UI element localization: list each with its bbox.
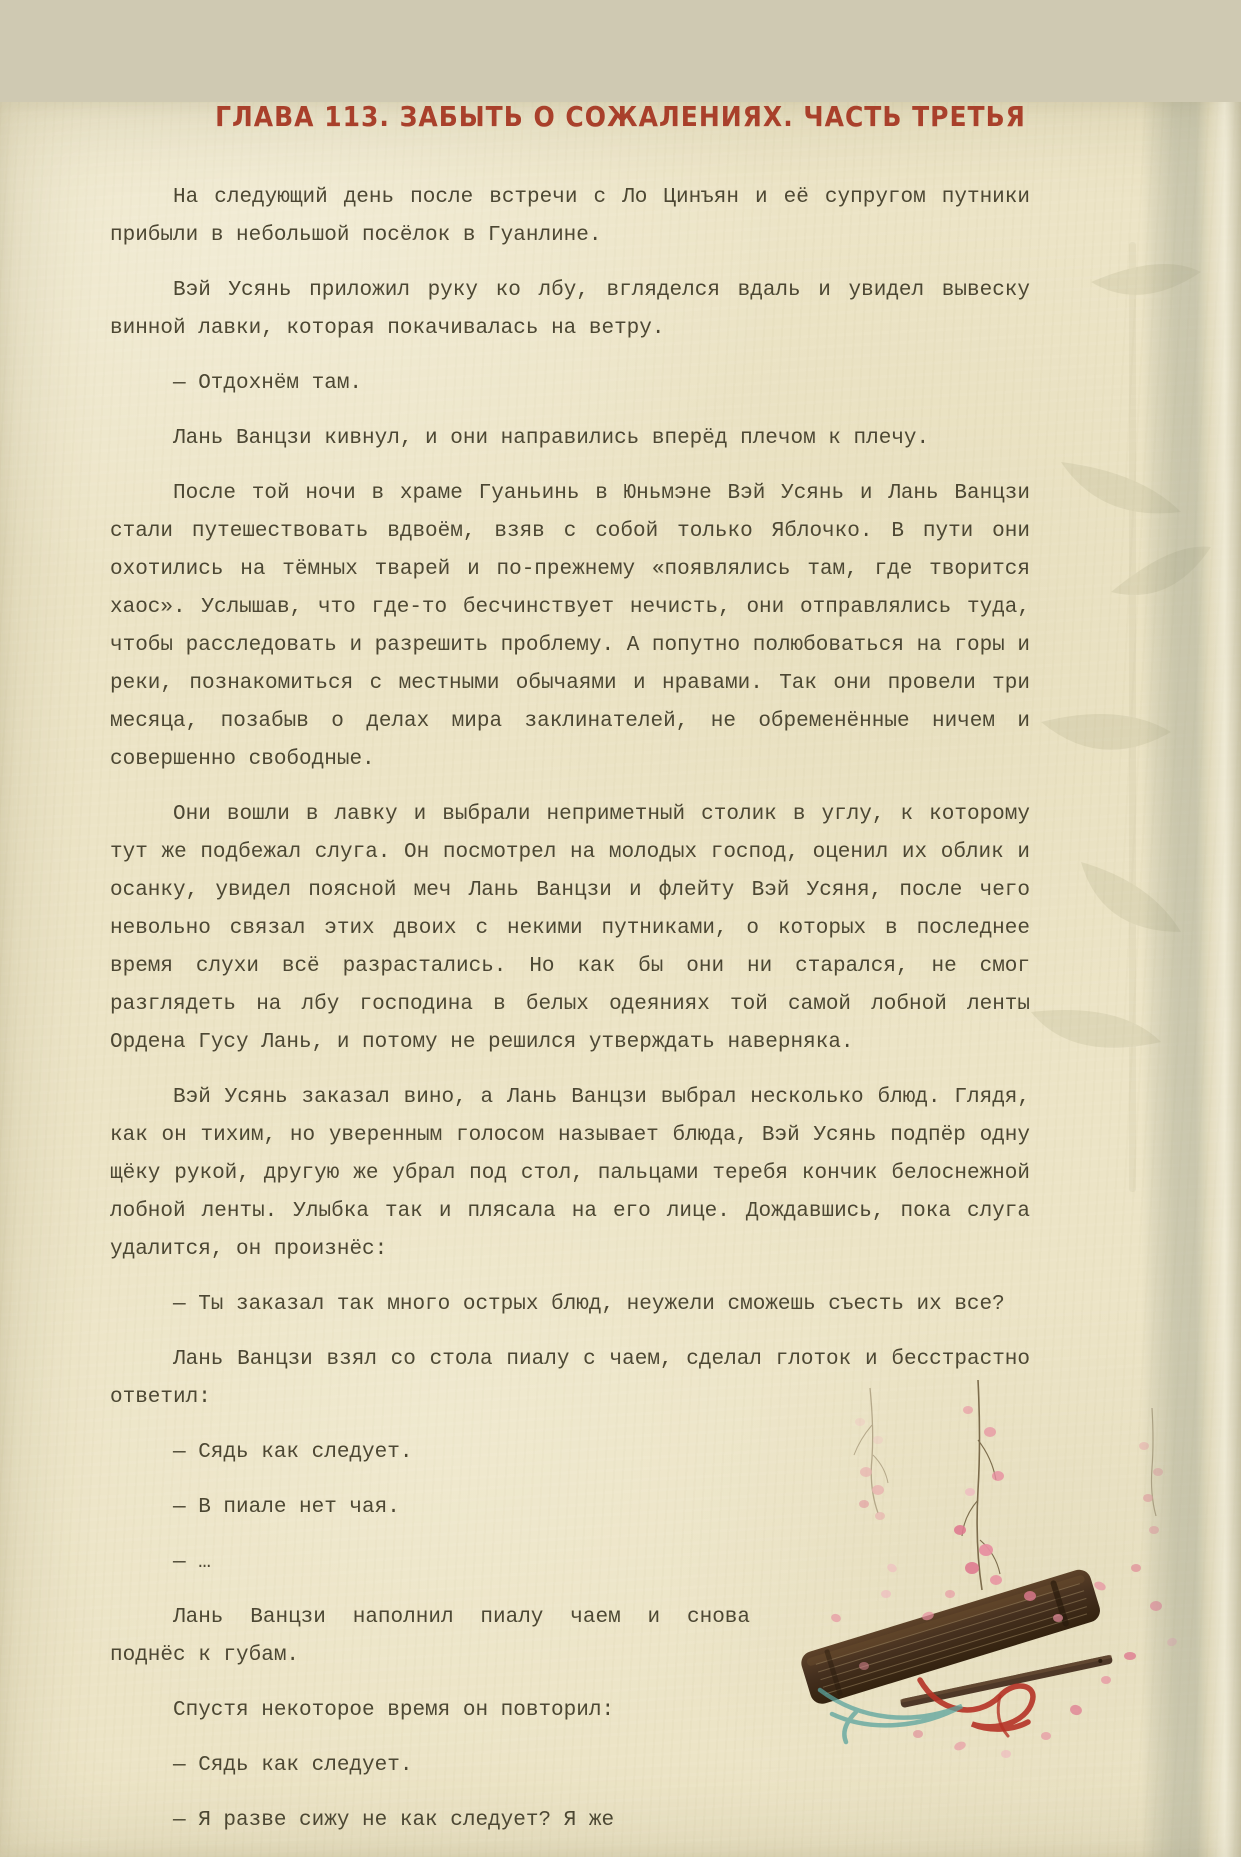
paragraph: Вэй Усянь заказал вино, а Лань Ванцзи выбрал несколько блюд. Глядя, как он тихим, но уверенным голосом называет блюда, Вэй Усянь подпёр одну щёку рукой, другую же убрал под стол, пальцами теребя кончик белоснежной лобной ленты. Улыбка так и плясала на его лице. Дождавшись, пока слуга удалится, он произнёс:	[110, 1086, 1030, 1261]
paragraph: — …	[173, 1551, 211, 1574]
book-page	[0, 102, 1241, 1857]
chapter-title: ГЛАВА 113. ЗАБЫТЬ О СОЖАЛЕНИЯХ. ЧАСТЬ ТРЕТЬЯ	[215, 100, 1026, 133]
paragraph: Вэй Усянь приложил руку ко лбу, вгляделся вдаль и увидел вывеску винной лавки, которая покачивалась на ветру.	[110, 279, 1030, 340]
paragraph: Лань Ванцзи взял со стола пиалу с чаем, сделал глоток и бесстрастно ответил:	[110, 1348, 1030, 1409]
paragraph: Они вошли в лавку и выбрали неприметный столик в углу, к которому тут же подбежал слуга. Он посмотрел на молодых господ, оценил их облик и осанку, увидел поясной меч Лань Ванцзи и флейту Вэй Усяня, после чего невольно связал этих двоих с некими путниками, о которых в последнее время слухи всё разрастались. Но как бы они ни старался, не смог разглядеть на лбу господина в белых одеяниях той самой лобной ленты Ордена Гусу Лань, и потому не решился утверждать наверняка.	[110, 803, 1030, 1054]
paragraph: — В пиале нет чая.	[173, 1496, 400, 1519]
paragraph: — Я разве сижу не как следует? Я же	[173, 1809, 615, 1832]
paragraph: Спустя некоторое время он повторил:	[173, 1699, 615, 1722]
chapter-text	[0, 179, 1241, 1840]
paragraph: Лань Ванцзи наполнил пиалу чаем и снова поднёс к губам.	[110, 1606, 750, 1667]
paragraph: — Сядь как следует.	[173, 1441, 413, 1464]
paragraph: — Отдохнём там.	[173, 372, 363, 395]
paragraph: — Ты заказал так много острых блюд, неужели сможешь съесть их все?	[173, 1293, 1005, 1316]
paragraph: На следующий день после встречи с Ло Цинъян и её супругом путники прибыли в небольшой посёлок в Гуанлине.	[110, 186, 1030, 247]
paragraph: Лань Ванцзи кивнул, и они направились вперёд плечом к плечу.	[173, 427, 930, 450]
paragraph: — Сядь как следует.	[173, 1754, 413, 1777]
paragraph: После той ночи в храме Гуаньинь в Юньмэне Вэй Усянь и Лань Ванцзи стали путешествовать вдвоём, взяв с собой только Яблочко. В пути они охотились на тёмных тварей и по-прежнему «появлялись там, где творится хаос». Услышав, что где-то бесчинствует нечисть, они отправлялись туда, чтобы расследовать и разрешить проблему. А попутно полюбоваться на горы и реки, познакомиться с местными обычаями и нравами. Так они провели три месяца, позабыв о делах мира заклинателей, не обременённые ничем и совершенно свободные.	[110, 482, 1030, 771]
